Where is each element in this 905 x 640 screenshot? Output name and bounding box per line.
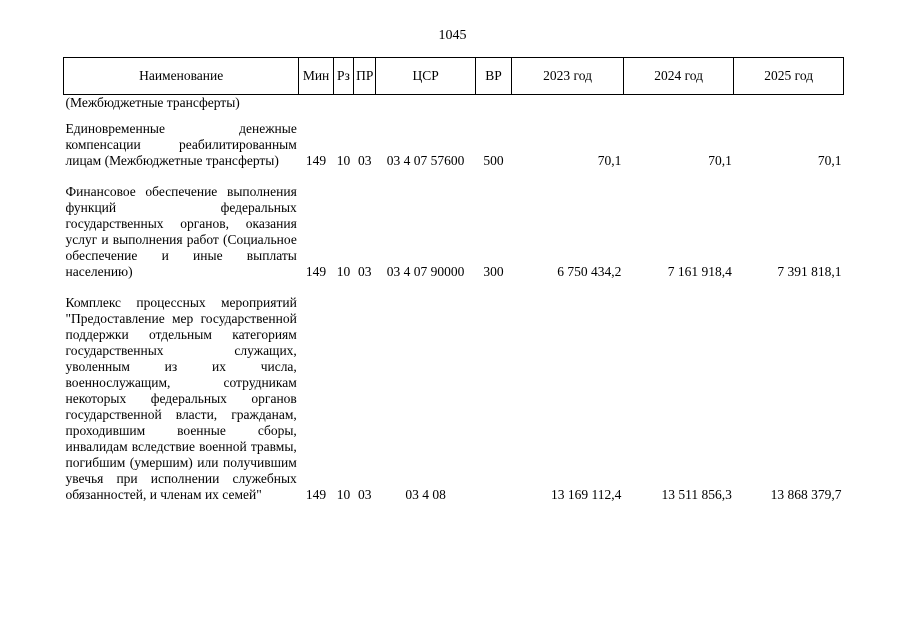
row-csr: 03 4 08 — [405, 487, 446, 502]
row-min — [299, 95, 333, 122]
table-row — [64, 121, 844, 184]
header-2023: 2023 год — [512, 58, 624, 95]
row-csr: 03 4 07 90000 — [386, 264, 465, 279]
row-pr: 03 — [357, 487, 372, 502]
row-pr: 03 — [357, 264, 372, 279]
row-min: 149 — [305, 153, 327, 168]
table-row — [64, 184, 844, 295]
table-header-row — [64, 58, 844, 95]
row-min: 149 — [305, 264, 327, 279]
row-2024: 13 511 856,3 — [661, 487, 732, 502]
header-vr: ВР — [475, 58, 512, 95]
row-2023: 70,1 — [597, 153, 622, 168]
row-name: (Межбюджетные трансферты) — [65, 95, 240, 110]
row-pr: 03 — [357, 153, 372, 168]
header-2024: 2024 год — [623, 58, 734, 95]
row-rz: 10 — [336, 264, 351, 279]
row-2024 — [623, 95, 734, 122]
row-2023: 13 169 112,4 — [550, 487, 622, 502]
row-vr: 500 — [483, 153, 504, 168]
row-name: Комплекс процессных мероприятий "Предоставление мер государственной поддержки отдельным категориям государственных служащих, уволенным из их числа, военнослужащим, сотрудникам некоторых федеральных органов государственной власти, гражданам, проходившим военные сборы, инвалидам вследствие военной травмы, погибшим (умершим) или получившим увечья при исполнении служебных обязанностей, и членам их семей" — [65, 295, 297, 502]
budget-table — [63, 57, 844, 503]
row-2025: 70,1 — [817, 153, 842, 168]
row-2023: 6 750 434,2 — [557, 264, 622, 279]
row-rz: 10 — [336, 487, 351, 502]
row-name: Финансовое обеспечение выполнения функций федеральных государственных органов, оказания услуг и выполнения работ (Социальное обеспечение и иные выплаты населению) — [65, 184, 297, 279]
header-name: Наименование — [64, 58, 299, 95]
header-rz: Рз — [333, 58, 353, 95]
page-number: 1045 — [438, 28, 467, 43]
row-2024: 70,1 — [708, 153, 732, 168]
header-csr: ЦСР — [376, 58, 475, 95]
row-csr: 03 4 07 57600 — [386, 153, 465, 168]
table-row — [64, 95, 844, 122]
row-vr — [475, 295, 512, 503]
row-2025: 7 391 818,1 — [777, 264, 842, 279]
row-2023 — [512, 95, 624, 122]
row-csr — [376, 95, 475, 122]
header-min: Мин — [299, 58, 333, 95]
row-pr — [354, 95, 376, 122]
row-2024: 7 161 918,4 — [667, 264, 732, 279]
row-rz: 10 — [336, 153, 351, 168]
table-row — [64, 295, 844, 503]
row-vr: 300 — [483, 264, 504, 279]
row-min: 149 — [305, 487, 327, 502]
header-pr: ПР — [354, 58, 376, 95]
row-name: Единовременные денежные компенсации реабилитированным лицам (Межбюджетные трансферты) — [65, 121, 297, 168]
row-rz — [333, 95, 353, 122]
row-vr — [475, 95, 512, 122]
row-2025 — [734, 95, 844, 122]
header-2025: 2025 год — [734, 58, 844, 95]
row-2025: 13 868 379,7 — [770, 487, 842, 502]
